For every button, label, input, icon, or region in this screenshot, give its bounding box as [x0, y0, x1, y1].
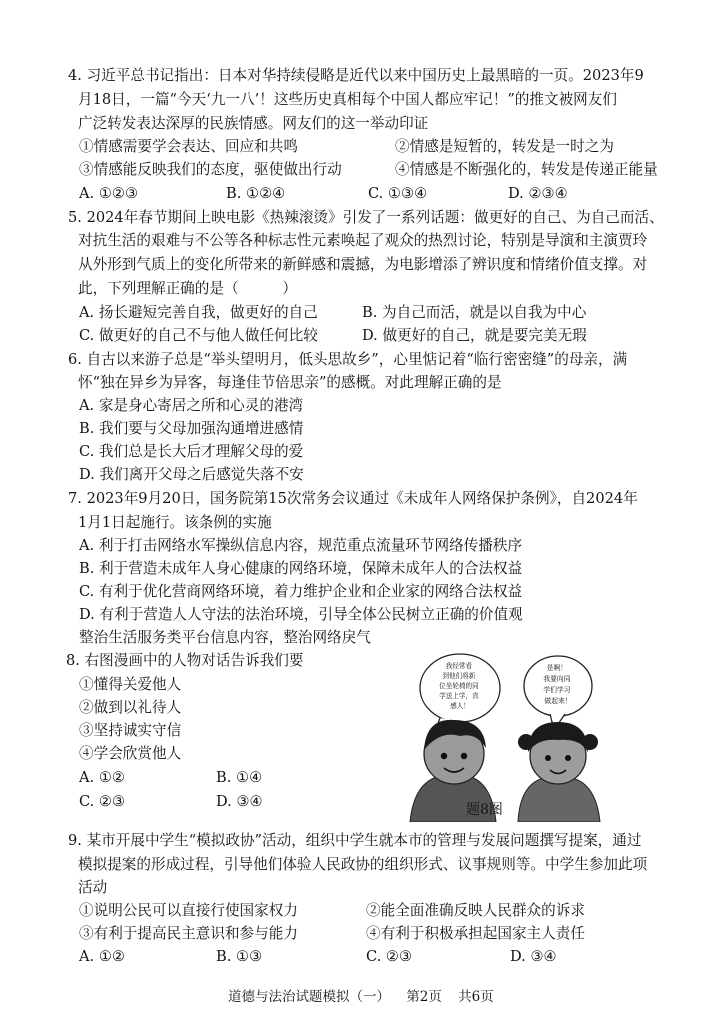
q7-option-b: B. 利于营造未成年人身心健康的网络环境，保障未成年人的合法权益: [79, 560, 523, 577]
q9-choice-d: D. ③④: [510, 948, 557, 965]
q4-choice-a: A. ①②③: [79, 185, 139, 202]
q9-choice-b: B. ①③: [216, 948, 263, 965]
q8-line-1: 8. 右图漫画中的人物对话告诉我们要: [66, 652, 304, 669]
q4-choice-c: C. ①③④: [368, 185, 428, 202]
right-bubble-text: 是啊！ 我要向同 学们学习 做起来！: [543, 664, 572, 705]
q9-choice-c: C. ②③: [366, 948, 413, 965]
footer-page-number: 第2页: [406, 989, 442, 1005]
q6-option-c: C. 我们总是长大后才理解父母的爱: [79, 443, 304, 460]
q8-option-1: ①懂得关爱他人: [79, 676, 182, 693]
q8-choice-d: D. ③④: [216, 793, 263, 810]
q5-line-1: 5. 2024年春节期间上映电影《热辣滚烫》引发了一系列话题：做更好的自己、为自己而活、: [68, 209, 664, 226]
q8-cartoon-illustration: [400, 652, 610, 822]
q7-option-a: A. 利于打击网络水军操纵信息内容，规范重点流量环节网络传播秩序: [79, 537, 523, 554]
q6-option-a: A. 家是身心寄居之所和心灵的港湾: [79, 397, 304, 414]
left-bubble-text: 我经常看 到他们将新 位坐轮椅的同 学送上学，真 感人！: [439, 662, 479, 710]
footer-total-pages: 共6页: [458, 989, 494, 1005]
q9-line-1: 9. 某市开展中学生“模拟政协”活动，组织中学生就本市的管理与发展问题撰写提案，通过: [68, 832, 642, 849]
q4-option-4: ④情感是不断强化的，转发是传递正能量: [395, 161, 658, 178]
page-footer: [228, 985, 506, 1005]
q7-option-c: C. 有利于优化营商网络环境，着力维护企业和企业家的网络合法权益: [79, 583, 523, 600]
q4-option-2: ②情感是短暂的，转发是一时之为: [395, 138, 614, 155]
q6-line-1: 6. 自古以来游子总是“举头望明月，低头思故乡”，心里惦记着“临行密密缝”的母亲，满: [68, 351, 628, 368]
q5-option-a: A. 扬长避短完善自我，做更好的自己: [79, 304, 318, 321]
q6-option-d: D. 我们离开父母之后感觉失落不安: [79, 466, 304, 483]
q5-line-3: 从外形到气质上的变化所带来的新鲜感和震撼，为电影增添了辨识度和情绪价值支撑。对: [78, 256, 648, 273]
q8-option-4: ④学会欣赏他人: [79, 745, 182, 762]
q4-choice-b: B. ①②④: [226, 185, 286, 202]
q5-option-c: C. 做更好的自己不与他人做任何比较: [79, 327, 318, 344]
q4-line-1: 4. 习近平总书记指出：日本对华持续侵略是近代以来中国历史上最黑暗的一页。2023年9: [68, 67, 644, 84]
q9-line-3: 活动: [78, 879, 108, 896]
q4-line-3: 广泛转发表达深厚的民族情感。网友们的这一举动印证: [78, 115, 429, 132]
figure-caption: 题8图: [466, 802, 503, 818]
q7-line-1: 7. 2023年9月20日，国务院第15次常务会议通过《未成年人网络保护条例》，自2024年: [68, 490, 638, 507]
q7-extra-line: 整治生活服务类平台信息内容，整治网络戾气: [79, 629, 371, 646]
q9-option-1: ①说明公民可以直接行使国家权力: [79, 902, 298, 919]
footer-title: 道德与法治试题模拟（一）: [228, 989, 390, 1005]
q4-option-3: ③情感能反映我们的态度，驱使做出行动: [79, 161, 342, 178]
q4-option-1: ①情感需要学会表达、回应和共鸣: [79, 138, 298, 155]
q8-choice-a: A. ①②: [79, 769, 125, 786]
q5-option-b: B. 为自己而活，就是以自我为中心: [362, 304, 587, 321]
q8-choice-b: B. ①④: [216, 769, 263, 786]
q9-option-2: ②能全面准确反映人民群众的诉求: [366, 902, 585, 919]
q9-option-3: ③有利于提高民主意识和参与能力: [79, 925, 298, 942]
q7-option-d: D. 有利于营造人人守法的法治环境，引导全体公民树立正确的价值观: [79, 606, 523, 623]
q9-choice-a: A. ①②: [79, 948, 125, 965]
q8-choice-c: C. ②③: [79, 793, 126, 810]
q6-line-2: 怀“独在异乡为异客，每逢佳节倍思亲”的感概。对此理解正确的是: [78, 374, 502, 391]
q6-option-b: B. 我们要与父母加强沟通增进感情: [79, 420, 304, 437]
q9-line-2: 模拟提案的形成过程，引导他们体验人民政协的组织形式、议事规则等。中学生参加此项: [78, 856, 648, 873]
q4-line-2: 月18日，一篇“今天‘九一八’！这些历史真相每个中国人都应牢记！”的推文被网友们: [78, 91, 617, 108]
q9-option-4: ④有利于积极承担起国家主人责任: [366, 925, 585, 942]
cartoon-drawing: [400, 652, 610, 822]
girl-figure: [518, 722, 600, 822]
q5-line-2: 对抗生活的艰难与不公等各种标志性元素唤起了观众的热烈讨论，特别是导演和主演贾玲: [78, 232, 648, 249]
q5-option-d: D. 做更好的自己，就是要完美无瑕: [362, 327, 587, 344]
q8-option-3: ③坚持诚实守信: [79, 722, 182, 739]
q4-choice-d: D. ②③④: [508, 185, 568, 202]
q7-line-2: 1月1日起施行。该条例的实施: [78, 514, 272, 531]
q5-line-4: 此，下列理解正确的是（ ）: [78, 280, 297, 297]
q8-option-2: ②做到以礼待人: [79, 699, 182, 716]
